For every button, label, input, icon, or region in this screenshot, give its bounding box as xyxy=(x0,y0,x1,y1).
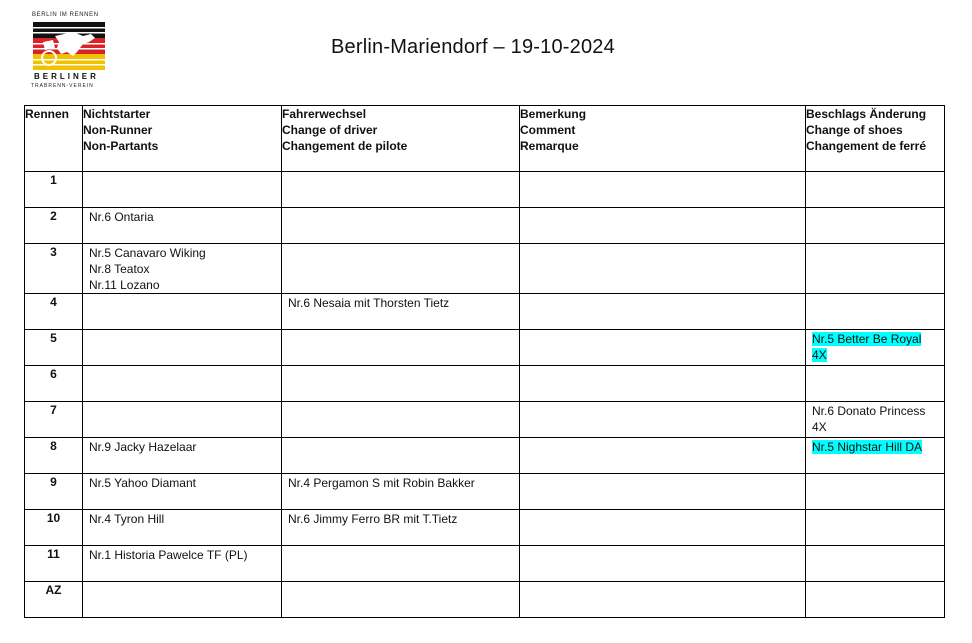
race-number-cell: 9 xyxy=(25,474,83,510)
table-row xyxy=(25,330,945,366)
nonrunner-cell xyxy=(83,582,282,618)
comment-cell xyxy=(520,244,806,294)
comment-cell xyxy=(520,582,806,618)
table-row xyxy=(25,366,945,402)
driver-change-cell xyxy=(282,510,520,546)
table-row xyxy=(25,244,945,294)
table-body xyxy=(25,172,945,618)
race-number-cell: 2 xyxy=(25,208,83,244)
nonrunner-cell xyxy=(83,474,282,510)
shoe-change-cell xyxy=(806,546,945,582)
driver-change-cell xyxy=(282,402,520,438)
comment-cell xyxy=(520,172,806,208)
driver-change-cell xyxy=(282,474,520,510)
header-shoes xyxy=(806,106,945,172)
header-comment xyxy=(520,106,806,172)
shoe-change-cell xyxy=(806,402,945,438)
header-driver-de: Fahrerwechsel xyxy=(282,107,367,121)
nonrunner-cell-line xyxy=(89,277,281,293)
driver-change-cell-line xyxy=(288,475,519,491)
table-row xyxy=(25,402,945,438)
driver-change-cell xyxy=(282,582,520,618)
driver-change-cell-line xyxy=(288,511,519,527)
shoe-change-cell xyxy=(806,330,945,366)
nonrunner-cell-line xyxy=(89,209,281,225)
table-row xyxy=(25,582,945,618)
nonrunner-cell-line xyxy=(89,439,281,455)
shoe-change-cell-text: Nr.5 Nighstar Hill DA xyxy=(812,440,923,454)
nonrunner-cell-text: Nr.9 Jacky Hazelaar xyxy=(89,440,197,454)
nonrunner-cell-text: Nr.4 Tyron Hill xyxy=(89,512,165,526)
driver-change-cell xyxy=(282,244,520,294)
nonrunner-cell xyxy=(83,510,282,546)
shoe-change-cell-text: Nr.5 Better Be Royal xyxy=(812,332,922,346)
driver-change-cell xyxy=(282,366,520,402)
header-comment-de: Bemerkung xyxy=(520,107,587,121)
driver-change-cell-text: Nr.4 Pergamon S mit Robin Bakker xyxy=(288,476,475,490)
shoe-change-cell xyxy=(806,208,945,244)
header-driver-fr: Changement de pilote xyxy=(282,139,408,153)
header-comment-fr: Remarque xyxy=(520,139,579,153)
race-number-cell: 4 xyxy=(25,294,83,330)
logo-name: BERLINER xyxy=(34,72,99,81)
nonrunner-cell-line xyxy=(89,547,281,563)
driver-change-cell xyxy=(282,546,520,582)
nonrunner-cell-line xyxy=(89,261,281,277)
comment-cell xyxy=(520,208,806,244)
race-number-cell: 11 xyxy=(25,546,83,582)
comment-cell xyxy=(520,474,806,510)
table-row xyxy=(25,294,945,330)
race-number-cell: 5 xyxy=(25,330,83,366)
document-title: Berlin-Mariendorf – 19-10-2024 xyxy=(331,36,615,58)
driver-change-cell xyxy=(282,438,520,474)
race-number-cell: 1 xyxy=(25,172,83,208)
nonrunner-cell-text: Nr.5 Yahoo Diamant xyxy=(89,476,196,490)
logo-top-text: BERLIN IM RENNEN xyxy=(32,12,99,18)
header-shoes-de: Beschlags Änderung xyxy=(806,107,927,121)
header-nonrunner-de: Nichtstarter xyxy=(83,107,151,121)
shoe-change-cell-text: 4X xyxy=(812,420,827,434)
nonrunner-cell-line xyxy=(89,245,281,261)
table-row xyxy=(25,474,945,510)
comment-cell xyxy=(520,366,806,402)
header-rennen-label: Rennen xyxy=(25,107,70,121)
trotting-horse-flag-icon xyxy=(33,22,105,70)
header-driver xyxy=(282,106,520,172)
header-shoes-fr: Changement de ferré xyxy=(806,139,927,153)
header-nonrunner-fr: Non-Partants xyxy=(83,139,159,153)
table-row xyxy=(25,172,945,208)
nonrunner-cell xyxy=(83,172,282,208)
race-number-cell: 10 xyxy=(25,510,83,546)
driver-change-cell xyxy=(282,294,520,330)
nonrunner-cell-text: Nr.8 Teatox xyxy=(89,262,150,276)
race-number-cell: AZ xyxy=(25,582,83,618)
header-nonrunner-en: Non-Runner xyxy=(83,123,153,137)
nonrunner-cell-text: Nr.11 Lozano xyxy=(89,278,160,292)
shoe-change-cell-line xyxy=(812,331,944,347)
table-row xyxy=(25,546,945,582)
comment-cell xyxy=(520,510,806,546)
header-nonrunner xyxy=(83,106,282,172)
table-row xyxy=(25,438,945,474)
header-driver-en: Change of driver xyxy=(282,123,378,137)
nonrunner-cell xyxy=(83,402,282,438)
comment-cell xyxy=(520,438,806,474)
shoe-change-cell xyxy=(806,510,945,546)
shoe-change-cell-line xyxy=(812,439,944,455)
shoe-change-cell xyxy=(806,366,945,402)
table-header-row xyxy=(25,106,945,172)
comment-cell xyxy=(520,402,806,438)
shoe-change-cell-text: Nr.6 Donato Princess xyxy=(812,404,926,418)
driver-change-cell xyxy=(282,172,520,208)
header-comment-en: Comment xyxy=(520,123,576,137)
shoe-change-cell xyxy=(806,244,945,294)
shoe-change-cell xyxy=(806,294,945,330)
nonrunner-cell xyxy=(83,330,282,366)
driver-change-cell-line xyxy=(288,295,519,311)
nonrunner-cell-line xyxy=(89,475,281,491)
logo-subtitle: TRABRENN-VEREIN xyxy=(31,83,94,89)
club-logo xyxy=(30,12,110,92)
nonrunner-cell-text: Nr.5 Canavaro Wiking xyxy=(89,246,206,260)
nonrunner-cell-line xyxy=(89,511,281,527)
race-number-cell: 8 xyxy=(25,438,83,474)
driver-change-cell-text: Nr.6 Jimmy Ferro BR mit T.Tietz xyxy=(288,512,458,526)
driver-change-cell xyxy=(282,330,520,366)
shoe-change-cell xyxy=(806,172,945,208)
shoe-change-cell-line xyxy=(812,403,944,419)
shoe-change-cell-text: 4X xyxy=(812,348,827,362)
shoe-change-cell-line xyxy=(812,347,944,363)
table-row xyxy=(25,208,945,244)
header-shoes-en: Change of shoes xyxy=(806,123,903,137)
shoe-change-cell xyxy=(806,438,945,474)
comment-cell xyxy=(520,546,806,582)
nonrunner-cell xyxy=(83,294,282,330)
nonrunner-cell xyxy=(83,366,282,402)
race-number-cell: 7 xyxy=(25,402,83,438)
shoe-change-cell-line xyxy=(812,419,944,435)
comment-cell xyxy=(520,330,806,366)
comment-cell xyxy=(520,294,806,330)
nonrunner-cell-text: Nr.6 Ontaria xyxy=(89,210,154,224)
race-number-cell: 6 xyxy=(25,366,83,402)
nonrunner-cell xyxy=(83,244,282,294)
nonrunner-cell xyxy=(83,438,282,474)
driver-change-cell xyxy=(282,208,520,244)
race-number-cell: 3 xyxy=(25,244,83,294)
shoe-change-cell xyxy=(806,582,945,618)
header-rennen xyxy=(25,106,83,172)
table-row xyxy=(25,510,945,546)
driver-change-cell-text: Nr.6 Nesaia mit Thorsten Tietz xyxy=(288,296,450,310)
shoe-change-cell xyxy=(806,474,945,510)
nonrunner-cell-text: Nr.1 Historia Pawelce TF (PL) xyxy=(89,548,248,562)
nonrunner-cell xyxy=(83,546,282,582)
nonrunner-cell xyxy=(83,208,282,244)
race-changes-table xyxy=(24,105,945,618)
